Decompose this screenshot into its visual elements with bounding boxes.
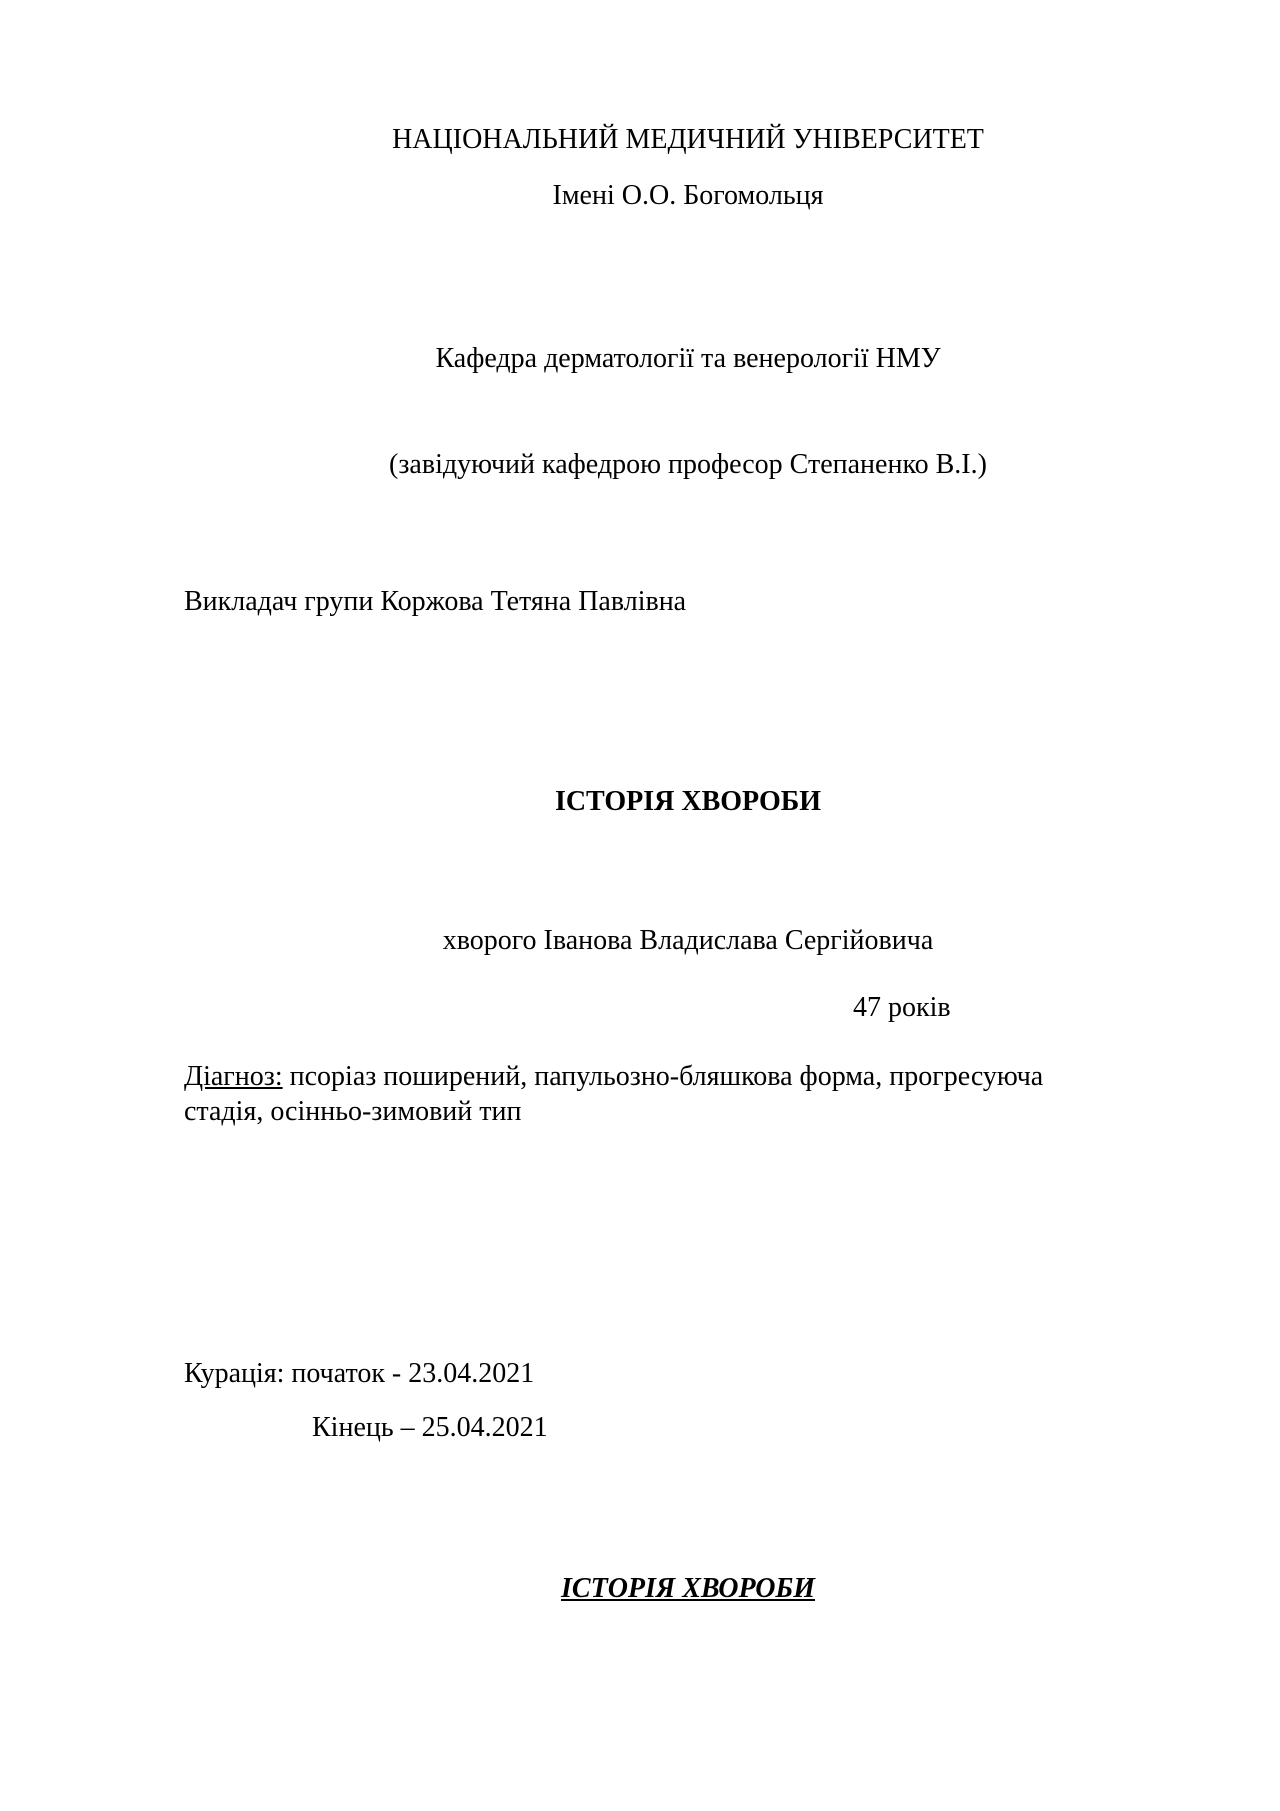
teacher-line: Викладач групи Коржова Тетяна Павлівна [184,586,687,617]
section-title: ІСТОРІЯ ХВОРОБИ [561,1573,815,1604]
diagnosis-label: Діагноз: [184,1061,283,1092]
document-title: ІСТОРІЯ ХВОРОБИ [554,786,822,817]
patient-age: 47 років [853,992,951,1023]
diagnosis-text: псоріаз поширений, папульозно-бляшкова форма, прогресуюча стадія, осінньо-зимовий тип [184,1061,1044,1127]
curation-start: Курація: початок - 23.04.2021 [184,1358,535,1389]
university-name: НАЦІОНАЛЬНИЙ МЕДИЧНИЙ УНІВЕРСИТЕТ [392,124,984,155]
university-named-after: Імені О.О. Богомольця [552,180,824,211]
department-name: Кафедра дерматології та венерології НМУ [435,343,941,374]
patient-name: хворого Іванова Владислава Сергійовича [442,925,934,956]
curation-end: Кінець – 25.04.2021 [312,1412,548,1443]
department-head: (завідуючий кафедрою професор Степаненко В.І.) [389,449,987,480]
diagnosis-paragraph [184,1059,1124,1129]
